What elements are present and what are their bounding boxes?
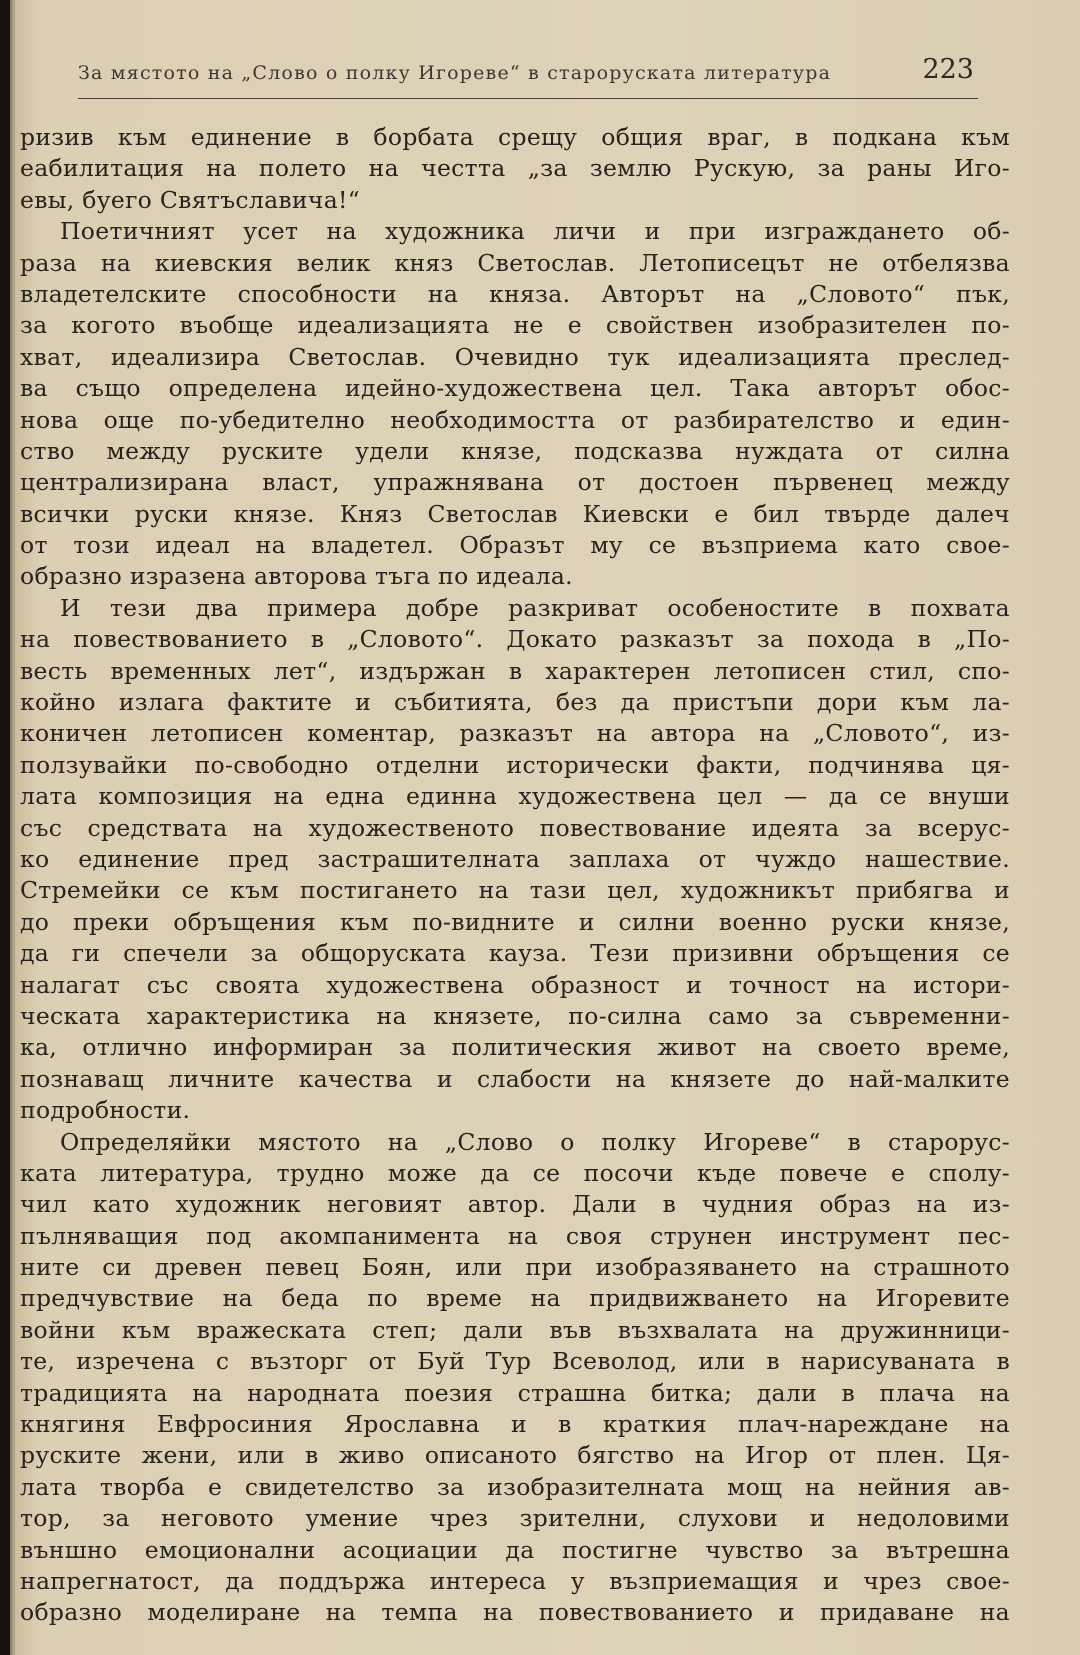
text-line: Поетичният усет на художника личи и при изграждането об- [60,217,1010,246]
text-line: княгиня Евфросиния Ярославна и в краткия плач-нареждане на [20,1410,1010,1439]
text-line: весть временных лет“, издържан в характерен летописен стил, спо- [20,656,1010,685]
text-line: за когото въобще идеализацията не е свойствен изобразителен по- [20,311,1010,340]
text-line: напрегнатост, да поддържа интереса у възприемащия и чрез свое- [20,1566,1010,1595]
text-line: всички руски князе. Княз Светослав Киевски е бил твърде далеч [20,499,1010,528]
page-number: 223 [922,54,974,85]
text-line: предчувствие на беда по време на придвижването на Игоревите [20,1284,1010,1313]
text-line: ризив към единение в борбата срещу общия враг, в подкана към [20,123,1010,151]
text-line: до преки обръщения към по-видните и силни военно руски князе, [20,907,1010,936]
text-line: традицията на народната поезия страшна битка; дали в плача на [20,1378,1010,1407]
body-text [20,122,1010,1629]
text-line: ство между руските удели князе, подсказва нуждата от силна [20,436,1010,465]
text-line: коничен летописен коментар, разказът на автора на „Словото“, из- [20,719,1010,748]
text-line: ка, отлично информиран за политическия живот на своето време, [20,1033,1010,1062]
text-line: от този идеал на владетел. Образът му се възприема като свое- [20,531,1010,560]
text-line: на повествованието в „Словото“. Докато разказът за похода в „По- [20,625,1010,654]
text-line: ва също определена идейно-художествена цел. Така авторът обос- [20,374,1010,403]
text-line: ползувайки по-свободно отделни исторически факти, подчинява ця- [20,750,1010,779]
text-line: лата творба е свидетелство за изобразителната мощ на нейния ав- [20,1472,1010,1501]
text-line: пълняващия под акомпанимента на своя струнен инструмент пес- [20,1221,1010,1250]
text-line: ко единение пред застрашителната заплаха от чуждо нашествие. [20,844,1010,873]
text-line: чил като художник неговият автор. Дали в чудния образ на из- [20,1190,1010,1219]
text-line: хват, идеализира Светослав. Очевидно тук идеализацията преслед- [20,342,1010,371]
text-line: раза на киевския велик княз Светослав. Летописецът не отбелязва [20,248,1010,277]
binding-shadow [0,0,10,1655]
text-line: нова още по-убедително необходимостта от разбирателство и един- [20,405,1010,434]
text-line: ческата характеристика на князете, по-силна само за съвременни- [20,1001,1010,1030]
text-line: ните си древен певец Боян, или при изобразяването на страшното [20,1253,1010,1282]
running-head: За мястото на „Слово о полку Игореве“ в староруската литература [78,62,832,84]
text-line: познаващ личните качества и слабости на князете до най-малките [20,1064,1010,1093]
text-line: войни към вражеската степ; дали във възхвалата на дружинници- [20,1315,1010,1344]
text-line: лата композиция на една единна художествена цел — да се внуши [20,782,1010,811]
text-line: ката литература, трудно може да се посочи къде повече е сполу- [20,1158,1010,1187]
text-line: подробности. [20,1096,191,1125]
text-line: еабилитация на полето на честта „за землю Рускую, за раны Иго- [20,154,1010,183]
text-line: образно изразена авторова тъга по идеала. [20,562,573,591]
text-line: руските жени, или в живо описаното бягство на Игор от плен. Ця- [20,1441,1010,1470]
text-line: Стремейки се към постигането на тази цел, художникът прибягва и [20,876,1010,905]
text-line: образно моделиране на темпа на повествованието и придаване на [20,1598,1010,1627]
text-line: тор, за неговото умение чрез зрителни, слухови и недоловими [20,1504,1010,1533]
text-line: Определяйки мястото на „Слово о полку Игореве“ в старорус- [60,1127,1010,1156]
text-line: със средствата на художественото повествование идеята за всерус- [20,813,1010,842]
text-line: централизирана власт, упражнявана от достоен първенец между [20,468,1010,497]
text-line: да ги спечели за общоруската кауза. Тези призивни обръщения се [20,939,1010,968]
text-line: налагат със своята художествена образност и точност на истори- [20,970,1010,999]
text-line: външно емоционални асоциации да постигне чувство за вътрешна [20,1535,1010,1564]
text-line: койно излага фактите и събитията, без да пристъпи дори към ла- [20,688,1010,717]
text-line: владетелските способности на княза. Авторът на „Словото“ пък, [20,279,1010,308]
text-line: евы, буего Святъславича!“ [20,185,361,214]
page-header [78,52,978,99]
text-line: те, изречена с възторг от Буй Тур Всеволод, или в нарисуваната в [20,1347,1010,1376]
text-line: И тези два примера добре разкриват особеностите в похвата [60,593,1010,622]
